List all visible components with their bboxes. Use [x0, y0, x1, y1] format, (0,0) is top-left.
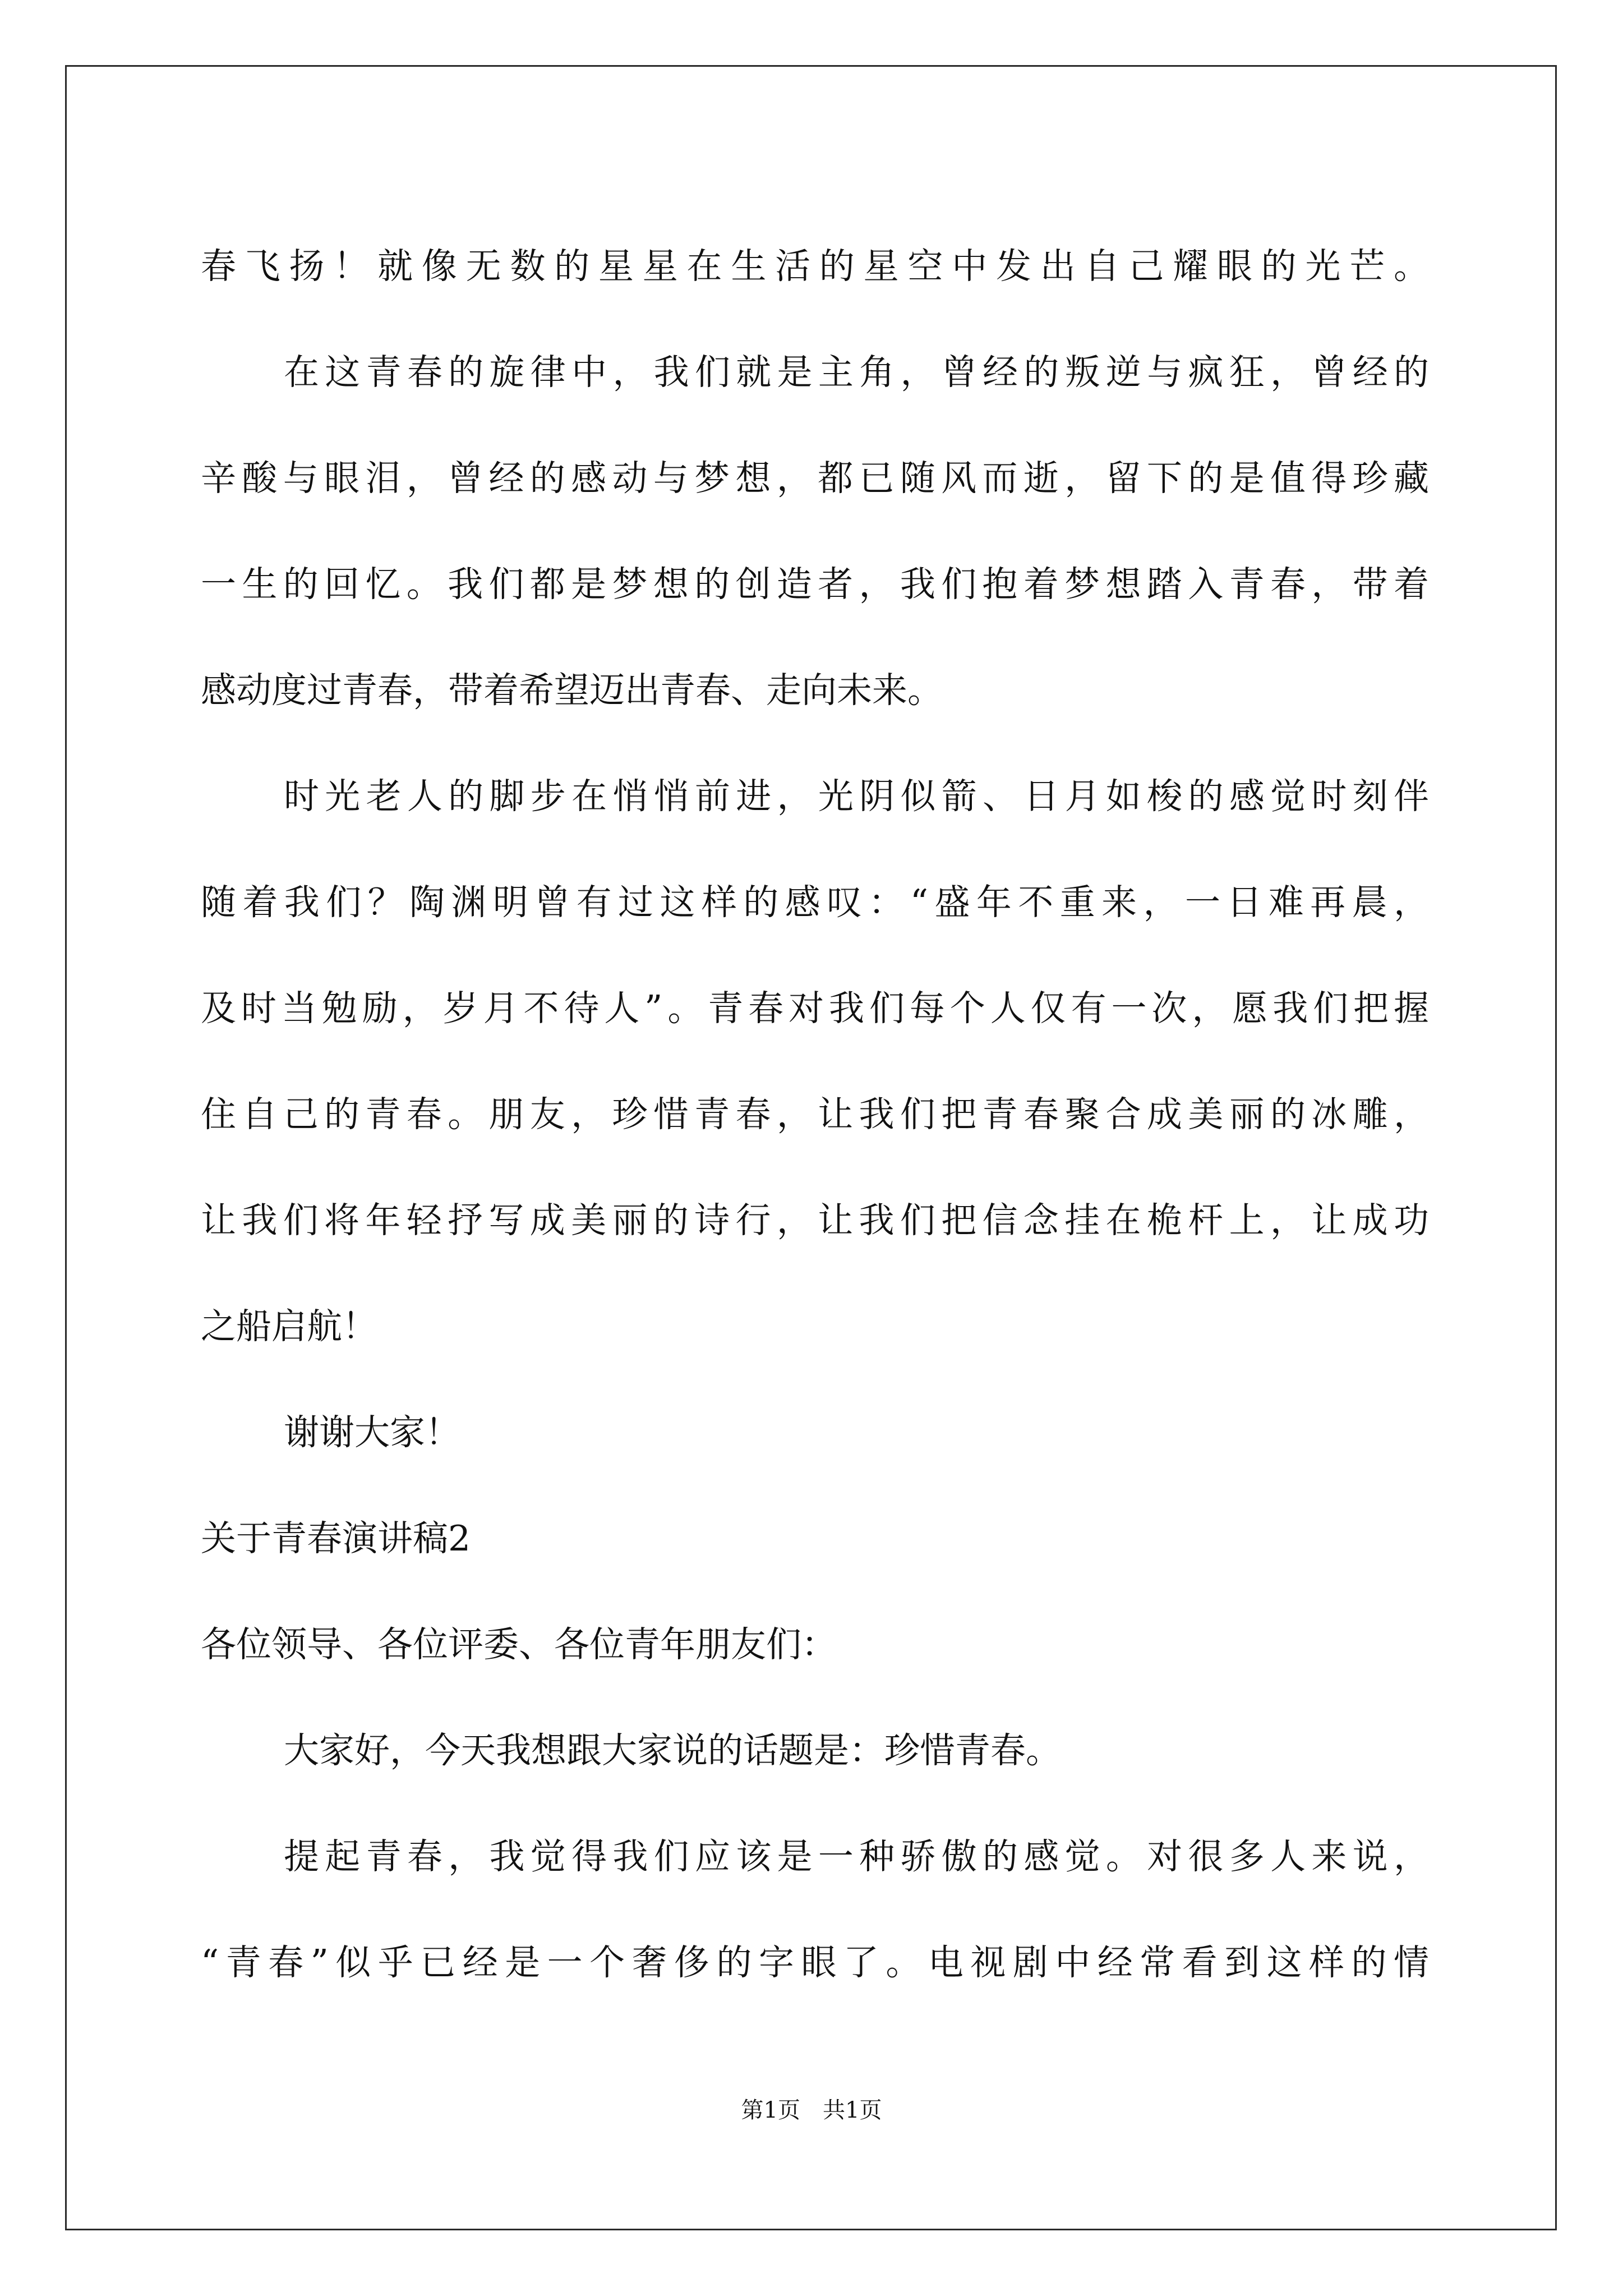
text-line: 感动度过青春，带着希望迈出青春、走向未来。: [201, 670, 943, 711]
closing-line: 谢谢大家！: [284, 1412, 460, 1453]
text-line: “青春”似乎已经是一个奢侈的字眼了。电视剧中经常看到这样的情: [201, 1942, 1429, 1983]
text-line: 及时当勉励，岁月不待人”。青春对我们每个人仅有一次，愿我们把握: [201, 988, 1429, 1029]
section-heading: 关于青春演讲稿2: [201, 1518, 471, 1559]
text-line: 辛酸与眼泪，曾经的感动与梦想，都已随风而逝，留下的是值得珍藏: [201, 458, 1429, 499]
text-line: 一生的回忆。我们都是梦想的创造者，我们抱着梦想踏入青春，带着: [201, 564, 1429, 605]
paragraph-start-line: 时光老人的脚步在悄悄前进，光阴似箭、日月如梭的感觉时刻伴: [284, 776, 1429, 817]
paragraph-start-line: 在这青春的旋律中，我们就是主角，曾经的叛逆与疯狂，曾经的: [284, 352, 1429, 393]
text-line: 春飞扬！就像无数的星星在生活的星空中发出自己耀眼的光芒。: [201, 246, 1429, 287]
text-line: 住自己的青春。朋友，珍惜青春，让我们把青春聚合成美丽的冰雕，: [201, 1094, 1429, 1135]
page-footer: [0, 2093, 1623, 2127]
paragraph-start-line: 大家好，今天我想跟大家说的话题是：珍惜青春。: [284, 1730, 1061, 1771]
salutation: 各位领导、各位评委、各位青年朋友们：: [201, 1624, 837, 1665]
document-body: [201, 213, 1429, 2016]
page-total: 共1页: [823, 2097, 882, 2123]
text-line: 之船启航！: [201, 1306, 377, 1347]
text-line: 让我们将年轻抒写成美丽的诗行，让我们把信念挂在桅杆上，让成功: [201, 1200, 1429, 1241]
paragraph-start-line: 提起青春，我觉得我们应该是一种骄傲的感觉。对很多人来说，: [284, 1836, 1429, 1877]
page-number: 第1页: [741, 2097, 800, 2123]
text-line: 随着我们？陶渊明曾有过这样的感叹：“盛年不重来，一日难再晨，: [201, 882, 1429, 923]
